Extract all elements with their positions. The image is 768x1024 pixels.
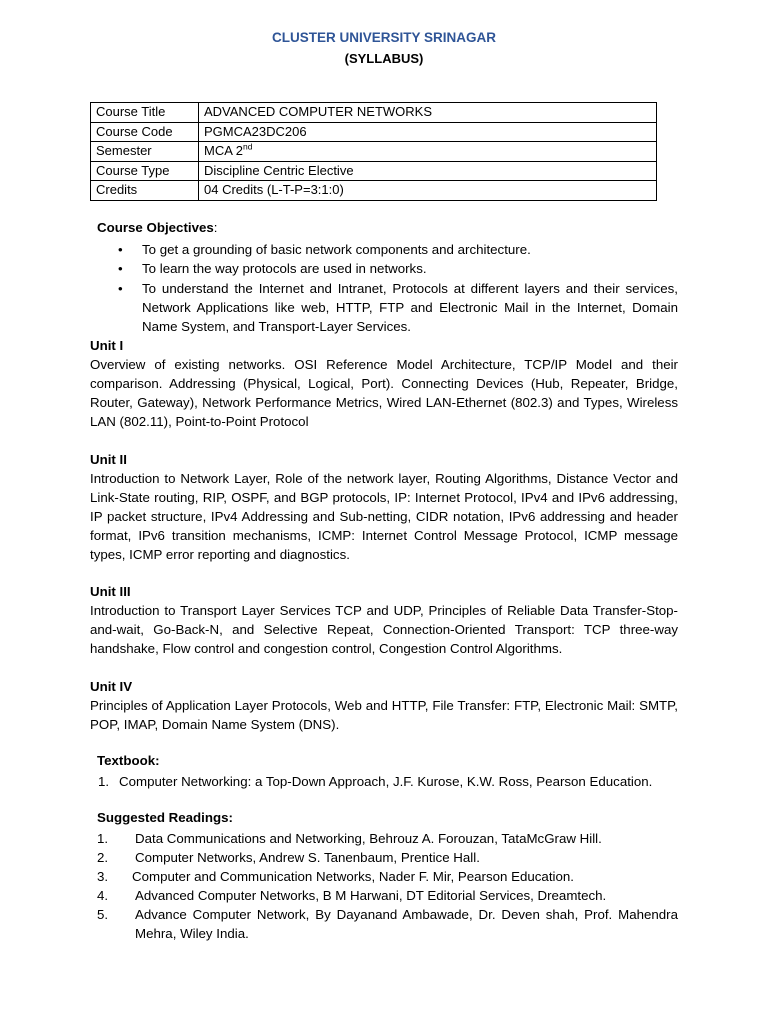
unit-2-section — [90, 450, 678, 564]
course-type-label: Course Type — [91, 161, 199, 181]
course-code-label: Course Code — [91, 122, 199, 142]
semester-value — [199, 142, 657, 162]
reading-text: Computer and Communication Networks, Nader F. Mir, Pearson Education. — [132, 869, 574, 885]
item-number: 5. — [97, 907, 109, 923]
item-number: 1. — [97, 831, 109, 846]
unit-heading: Unit III — [90, 584, 131, 599]
document-subtitle: (SYLLABUS) — [344, 51, 424, 66]
list-item — [97, 848, 678, 867]
objectives-heading — [97, 220, 217, 235]
objectives-heading-colon: : — [213, 220, 218, 235]
university-title: CLUSTER UNIVERSITY SRINAGAR — [271, 30, 497, 45]
item-number: 4. — [97, 888, 109, 904]
reading-text: Computer Networks, Andrew S. Tanenbaum, Prentice Hall. — [135, 850, 480, 866]
semester-suffix: nd — [243, 141, 253, 152]
unit-1-section — [90, 336, 678, 431]
readings-heading: Suggested Readings: — [97, 810, 233, 825]
unit-3-section — [90, 582, 678, 658]
course-title-value: ADVANCED COMPUTER NETWORKS — [199, 103, 657, 123]
readings-list — [97, 829, 678, 944]
list-item — [97, 867, 678, 886]
table-row — [91, 161, 657, 181]
unit-heading: Unit I — [90, 338, 124, 353]
reading-text: Advanced Computer Networks, B M Harwani, DT Editorial Services, Dreamtech. — [135, 888, 607, 904]
objectives-list — [90, 240, 678, 336]
list-item — [97, 829, 678, 848]
list-item — [90, 240, 678, 259]
reading-text: Advance Computer Network, By Dayanand Ambawade, Dr. Deven shah, Prof. Mahendra Mehra, Wiley India. — [135, 907, 678, 942]
semester-label: Semester — [91, 142, 199, 162]
table-row — [91, 181, 657, 201]
textbook-text: Computer Networking: a Top-Down Approach, J.F. Kurose, K.W. Ross, Pearson Education. — [119, 774, 653, 789]
semester-text: MCA 2 — [204, 143, 244, 159]
objective-text: To understand the Internet and Intranet, Protocols at different layers and their services, Network Applications like web, HTTP, FTP and Electronic Mail in the Internet, Domain Name System, and Transport-Layer Services. — [142, 280, 678, 335]
unit-body: Introduction to Transport Layer Services TCP and UDP, Principles of Reliable Data Transfer-Stop-and-wait, Go-Back-N, and Selective Repeat, Connection-Oriented Transport: TCP three-way handshake, Flow control and congestion control, Congestion Control Algorithms. — [90, 603, 678, 657]
list-item — [90, 259, 678, 278]
list-item — [98, 772, 678, 791]
unit-body: Overview of existing networks. OSI Reference Model Architecture, TCP/IP Model and their comparison. Addressing (Physical, Logical, Port). Connecting Devices (Hub, Repeater, Bridge, Router, Gateway), Network Performance Metrics, Wired LAN-Ethernet (802.3) and Types, Wireless LAN (802.11), Point-to-Point Protocol — [90, 357, 678, 430]
list-item — [90, 279, 678, 337]
credits-value: 04 Credits (L-T-P=3:1:0) — [199, 181, 657, 201]
unit-body: Introduction to Network Layer, Role of the network layer, Routing Algorithms, Distance Vector and Link-State routing, RIP, OSPF, and BGP protocols, IP: Internet Protocol, IPv4 and IPv6 addressing, IP packet structure, IPv4 Addressing and Sub-netting, CIDR notation, IPv6 addressing and header format, IPv6 transition mechanisms, ICMP: Internet Control Message Protocol, ICMP message types, ICMP error reporting and diagnostics. — [90, 471, 678, 563]
unit-body: Principles of Application Layer Protocols, Web and HTTP, File Transfer: FTP, Electronic Mail: SMTP, POP, IMAP, Domain Name System (DNS). — [90, 698, 678, 733]
bullet-icon: • — [118, 280, 123, 296]
unit-4-section — [90, 677, 678, 734]
credits-label: Credits — [91, 181, 199, 201]
bullet-icon: • — [118, 261, 123, 277]
unit-heading: Unit II — [90, 452, 127, 467]
bullet-icon: • — [118, 242, 123, 257]
table-row — [91, 122, 657, 142]
objective-text: To get a grounding of basic network components and architecture. — [142, 242, 531, 257]
objectives-heading-text: Course Objectives — [97, 220, 214, 235]
course-title-label: Course Title — [91, 103, 199, 123]
list-item — [97, 905, 678, 943]
course-type-value: Discipline Centric Elective — [199, 161, 657, 181]
table-row — [91, 103, 657, 123]
unit-heading: Unit IV — [90, 679, 133, 694]
table-row — [91, 142, 657, 162]
textbook-heading: Textbook: — [97, 753, 160, 768]
course-info-table — [90, 102, 657, 201]
item-number: 2. — [97, 850, 109, 866]
item-number: 1. — [98, 774, 110, 789]
reading-text: Data Communications and Networking, Behrouz A. Forouzan, TataMcGraw Hill. — [135, 831, 602, 846]
item-number: 3. — [97, 869, 109, 885]
objective-text: To learn the way protocols are used in networks. — [142, 261, 427, 277]
course-code-value: PGMCA23DC206 — [199, 122, 657, 142]
list-item — [97, 886, 678, 905]
